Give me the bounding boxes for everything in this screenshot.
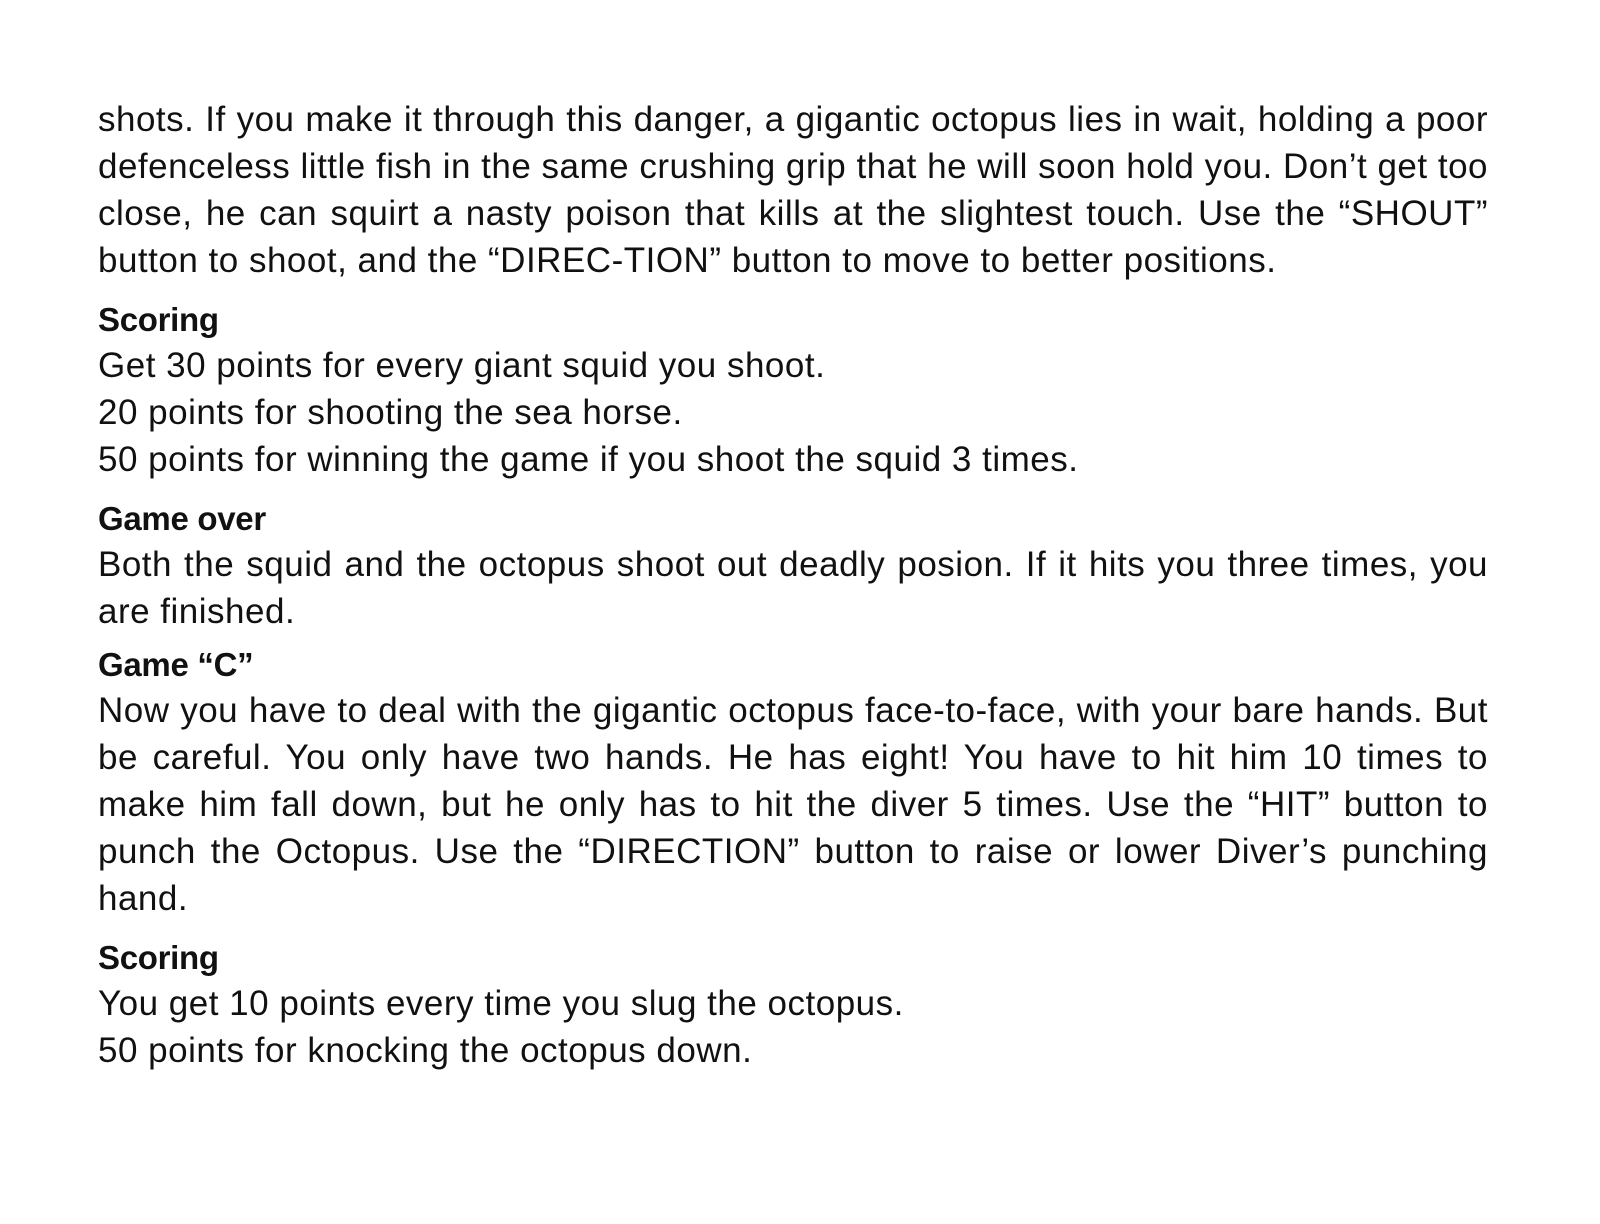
scoring-line: 50 points for winning the game if you shoot the squid 3 times. (98, 440, 1079, 479)
game-c-heading: Game “C” (98, 646, 254, 683)
spacer (98, 922, 1488, 936)
scoring-heading: Scoring (98, 301, 219, 338)
scoring-heading: Scoring (98, 939, 219, 976)
game-over-section (98, 497, 1488, 635)
scoring-line: Get 30 points for every giant squid you shoot. (98, 346, 826, 385)
scoring-line: 50 points for knocking the octopus down. (98, 1031, 753, 1070)
spacer (98, 284, 1488, 298)
scoring-section-c (98, 936, 1488, 1074)
game-c-section (98, 643, 1488, 922)
game-over-text: Both the squid and the octopus shoot out deadly posion. If it hits you three times, you are finished. (98, 545, 1488, 631)
intro-paragraph: shots. If you make it through this danger, a gigantic octopus lies in wait, holding a poor defenceless little fish in the same crushing grip that he will soon hold you. Don’t get too close, he can squirt a nasty poison that kills at the slightest touch. Use the “SHOUT” button to shoot, and the “DIREC-TION” button to move to better positions. (98, 100, 1488, 280)
scoring-line: You get 10 points every time you slug the octopus. (98, 984, 904, 1023)
spacer (98, 483, 1488, 497)
scoring-section-b (98, 298, 1488, 483)
scoring-line: 20 points for shooting the sea horse. (98, 393, 683, 432)
game-c-text: Now you have to deal with the gigantic octopus face-to-face, with your bare hands. But be careful. You only have two hands. He has eight! You have to hit him 10 times to make him fall down, but he only has to hit the diver 5 times. Use the “HIT” button to punch the Octopus. Use the “DIRECTION” button to raise or lower Diver’s punching hand. (98, 691, 1488, 918)
game-over-heading: Game over (98, 500, 266, 537)
spacer (98, 635, 1488, 643)
manual-page (98, 96, 1488, 1074)
